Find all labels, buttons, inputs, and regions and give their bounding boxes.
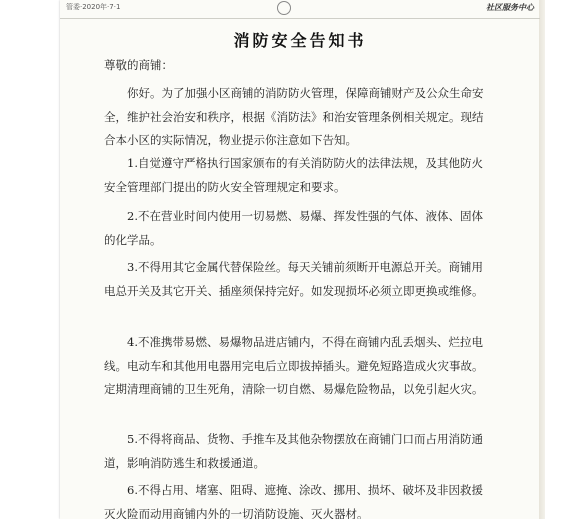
letterhead-organization: 社区服务中心 <box>486 3 534 12</box>
letterhead-reference: 管委·2020年·7·1 <box>66 3 121 11</box>
paragraph-item-3 <box>104 256 484 303</box>
paragraph-item-2 <box>104 205 484 252</box>
paragraph-text: 2.不在营业时间内使用一切易燃、易爆、挥发性强的气体、液体、固体的化学品。 <box>104 209 483 247</box>
letterhead <box>60 0 540 19</box>
paragraph-item-6 <box>104 479 484 519</box>
page-edge-shadow <box>539 0 545 519</box>
paragraph-text: 5.不得将商品、货物、手推车及其他杂物摆放在商铺门口而占用消防通道，影响消防逃生和救援通道。 <box>104 432 483 470</box>
paragraph-text: 4.不准携带易燃、易爆物品进店铺内，不得在商铺内乱丢烟头、烂拉电线。电动车和其他用电器用完电后立即拔掉插头。避免短路造成火灾事故。定期清理商铺的卫生死角，清除一切自燃、易爆危险物品，以免引起火灾。 <box>104 335 484 396</box>
paragraph-item-5 <box>104 428 484 475</box>
logo-emblem-icon <box>277 1 291 15</box>
letterhead-logo <box>265 1 303 15</box>
paragraph-text: 6.不得占用、堵塞、阻碍、遮掩、涂改、挪用、损坏、破坏及非因救援灭火险而动用商铺内外的一切消防设施、灭火器材。 <box>104 483 483 519</box>
document-title: 消防安全告知书 <box>233 31 367 50</box>
paragraph-item-4 <box>104 331 484 402</box>
paragraph-text: 1.自觉遵守严格执行国家颁布的有关消防防火的法律法规，及其他防火安全管理部门提出的防火安全管理规定和要求。 <box>104 156 483 194</box>
paragraph-item-1 <box>104 152 484 199</box>
paragraph-text: 你好。为了加强小区商铺的消防防火管理，保障商铺财产及公众生命安全，维护社会治安和秩序，根据《消防法》和治安管理条例相关规定。现结合本小区的实际情况，物业提示你注意如下告知。 <box>104 86 484 147</box>
paragraph-text: 3.不得用其它金属代替保险丝。每天关铺前须断开电源总开关。商铺用电总开关及其它开关、插座须保持完好。如发现损坏必须立即更换或维修。 <box>104 260 484 298</box>
paragraph-intro <box>104 82 484 153</box>
salutation: 尊敬的商铺： <box>104 58 173 72</box>
